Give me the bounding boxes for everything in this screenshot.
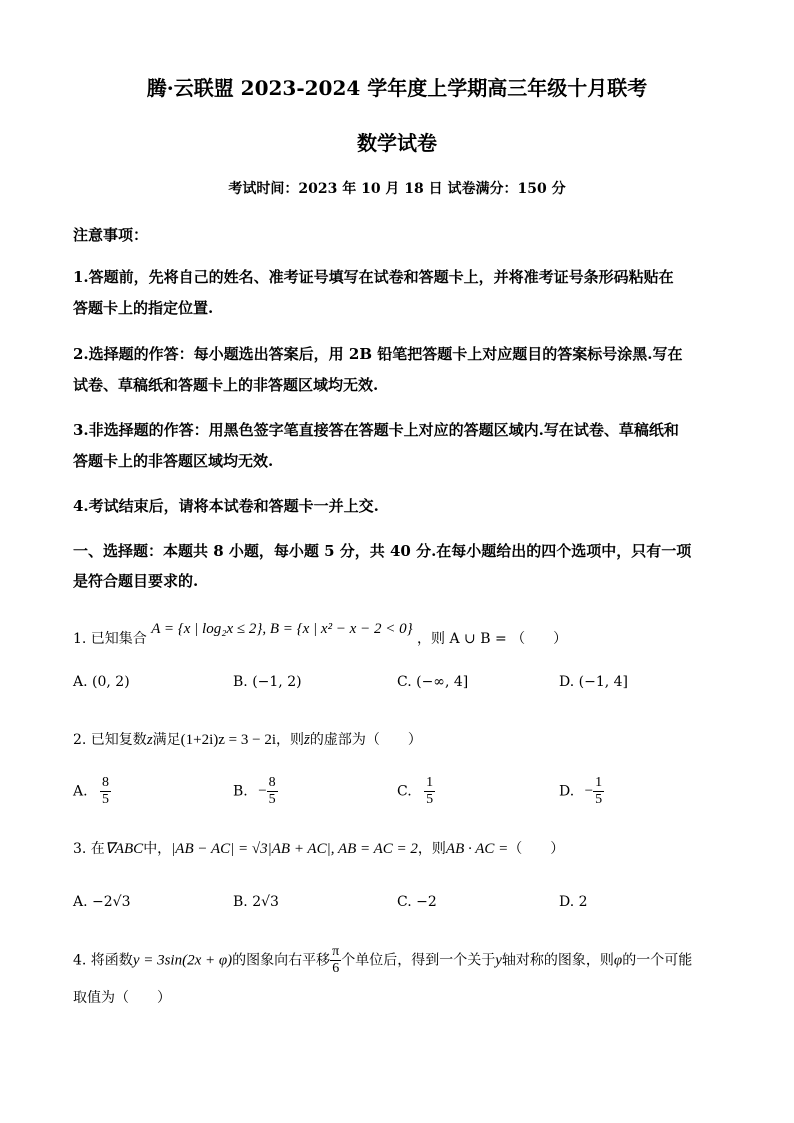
question-4	[73, 944, 692, 977]
note-2-line-1: 2.选择题的作答：每小题选出答案后，用 2B 铅笔把答题卡上对应题目的答案标号涂黑.写在	[73, 345, 683, 363]
q3-triangle: ∇ABC	[104, 841, 144, 857]
q4-line-2: 取值为（ ）	[73, 990, 171, 1006]
note-1-line-2: 答题卡上的指定位置.	[73, 299, 214, 317]
q1-prefix: 1. 已知集合	[73, 631, 147, 647]
q3-prefix: 3. 在	[73, 841, 105, 857]
q2-z: z	[146, 732, 153, 748]
section-1-line-1: 一、选择题：本题共 8 小题，每小题 5 分，共 40 分.在每小题给出的四个选项中，只有一项	[73, 542, 692, 560]
q2-zbar: z̄	[304, 732, 310, 748]
note-2-line-2: 试卷、草稿纸和答题卡上的非答题区域均无效.	[73, 376, 379, 394]
q2-b-fraction: $\frac{8}{5}$	[268, 775, 276, 807]
exam-subtitle: 数学试卷	[357, 131, 437, 155]
q1-suffix: ，则 A ∪ B = （ ）	[417, 631, 568, 647]
q2-option-c: C. $\frac{1}{5}$	[397, 775, 434, 807]
q1-option-b: B. (−1, 2)	[233, 674, 302, 690]
q4-mid3: 轴对称的图象，则	[501, 952, 614, 969]
q2-suffix: 的虚部为（ ）	[309, 732, 422, 748]
note-1-line-1: 1.答题前，先将自己的姓名、准考证号填写在试卷和答题卡上，并将准考证号条形码粘贴在	[73, 268, 674, 286]
q4-phi: φ	[613, 952, 623, 969]
note-4: 4.考试结束后，请将本试卷和答题卡一并上交.	[73, 497, 379, 515]
q3-dot-product: AB · AC =	[445, 841, 509, 857]
q2-d-fraction: $\frac{1}{5}$	[595, 775, 603, 807]
exam-info: 考试时间：2023 年 10 月 18 日 试卷满分：150 分	[228, 181, 566, 197]
q2-c-fraction: $\frac{1}{5}$	[426, 775, 434, 807]
q4-fraction: $\frac{\pi}{6}$	[332, 944, 340, 976]
q1-set-b: , B = {x | x² − x − 2 < 0}	[262, 621, 413, 637]
q3-suffix: （ ）	[508, 841, 565, 857]
q1-option-a: A. (0, 2)	[73, 674, 130, 690]
q1-set-a: A = {x | log₂x ≤ 2}	[151, 621, 263, 637]
q2-mid: 满足	[152, 732, 181, 748]
q4-prefix: 4. 将函数	[73, 952, 133, 969]
q2-option-b: B. − $\frac{8}{5}$	[233, 775, 276, 807]
q2-mid2: ，则	[276, 732, 305, 748]
note-3-line-2: 答题卡上的非答题区域均无效.	[73, 452, 274, 470]
exam-title: 腾·云联盟 2023-2024 学年度上学期高三年级十月联考	[146, 76, 648, 100]
q2-a-fraction: $\frac{8}{5}$	[102, 775, 110, 807]
q3-option-b: B. 2√3	[233, 894, 279, 910]
q3-condition: |AB − AC| = √3|AB + AC|, AB = AC = 2	[171, 841, 418, 857]
note-3-line-1: 3.非选择题的作答：用黑色签字笔直接答在答题卡上对应的答题区域内.写在试卷、草稿纸和	[73, 421, 679, 439]
q4-mid: 的图象向右平移	[232, 952, 331, 969]
q2-option-d: D. − $\frac{1}{5}$	[559, 775, 603, 807]
section-1-line-2: 是符合题目要求的.	[73, 572, 199, 590]
q4-y: y	[495, 952, 502, 969]
q3-mid: 中，	[143, 841, 172, 857]
q1-option-d: D. (−1, 4]	[559, 674, 628, 690]
q4-function: y = 3sin(2x + φ)	[132, 952, 233, 969]
q3-option-a: A. −2√3	[73, 894, 131, 910]
q2-equation: (1+2i)z = 3 − 2i	[180, 732, 277, 748]
question-3	[73, 838, 564, 858]
q2-option-a: A. $\frac{8}{5}$	[73, 775, 110, 807]
q3-option-c: C. −2	[397, 894, 437, 910]
q3-option-d: D. 2	[559, 894, 588, 910]
q3-mid2: ，则	[417, 841, 446, 857]
q4-suffix: 的一个可能	[622, 952, 693, 969]
q4-mid2: 个单位后，得到一个关于	[341, 952, 496, 969]
question-1	[73, 618, 568, 647]
q1-option-c: C. (−∞, 4]	[397, 674, 469, 690]
question-2	[73, 729, 422, 749]
notes-heading: 注意事项：	[73, 226, 149, 244]
q2-prefix: 2. 已知复数	[73, 732, 147, 748]
